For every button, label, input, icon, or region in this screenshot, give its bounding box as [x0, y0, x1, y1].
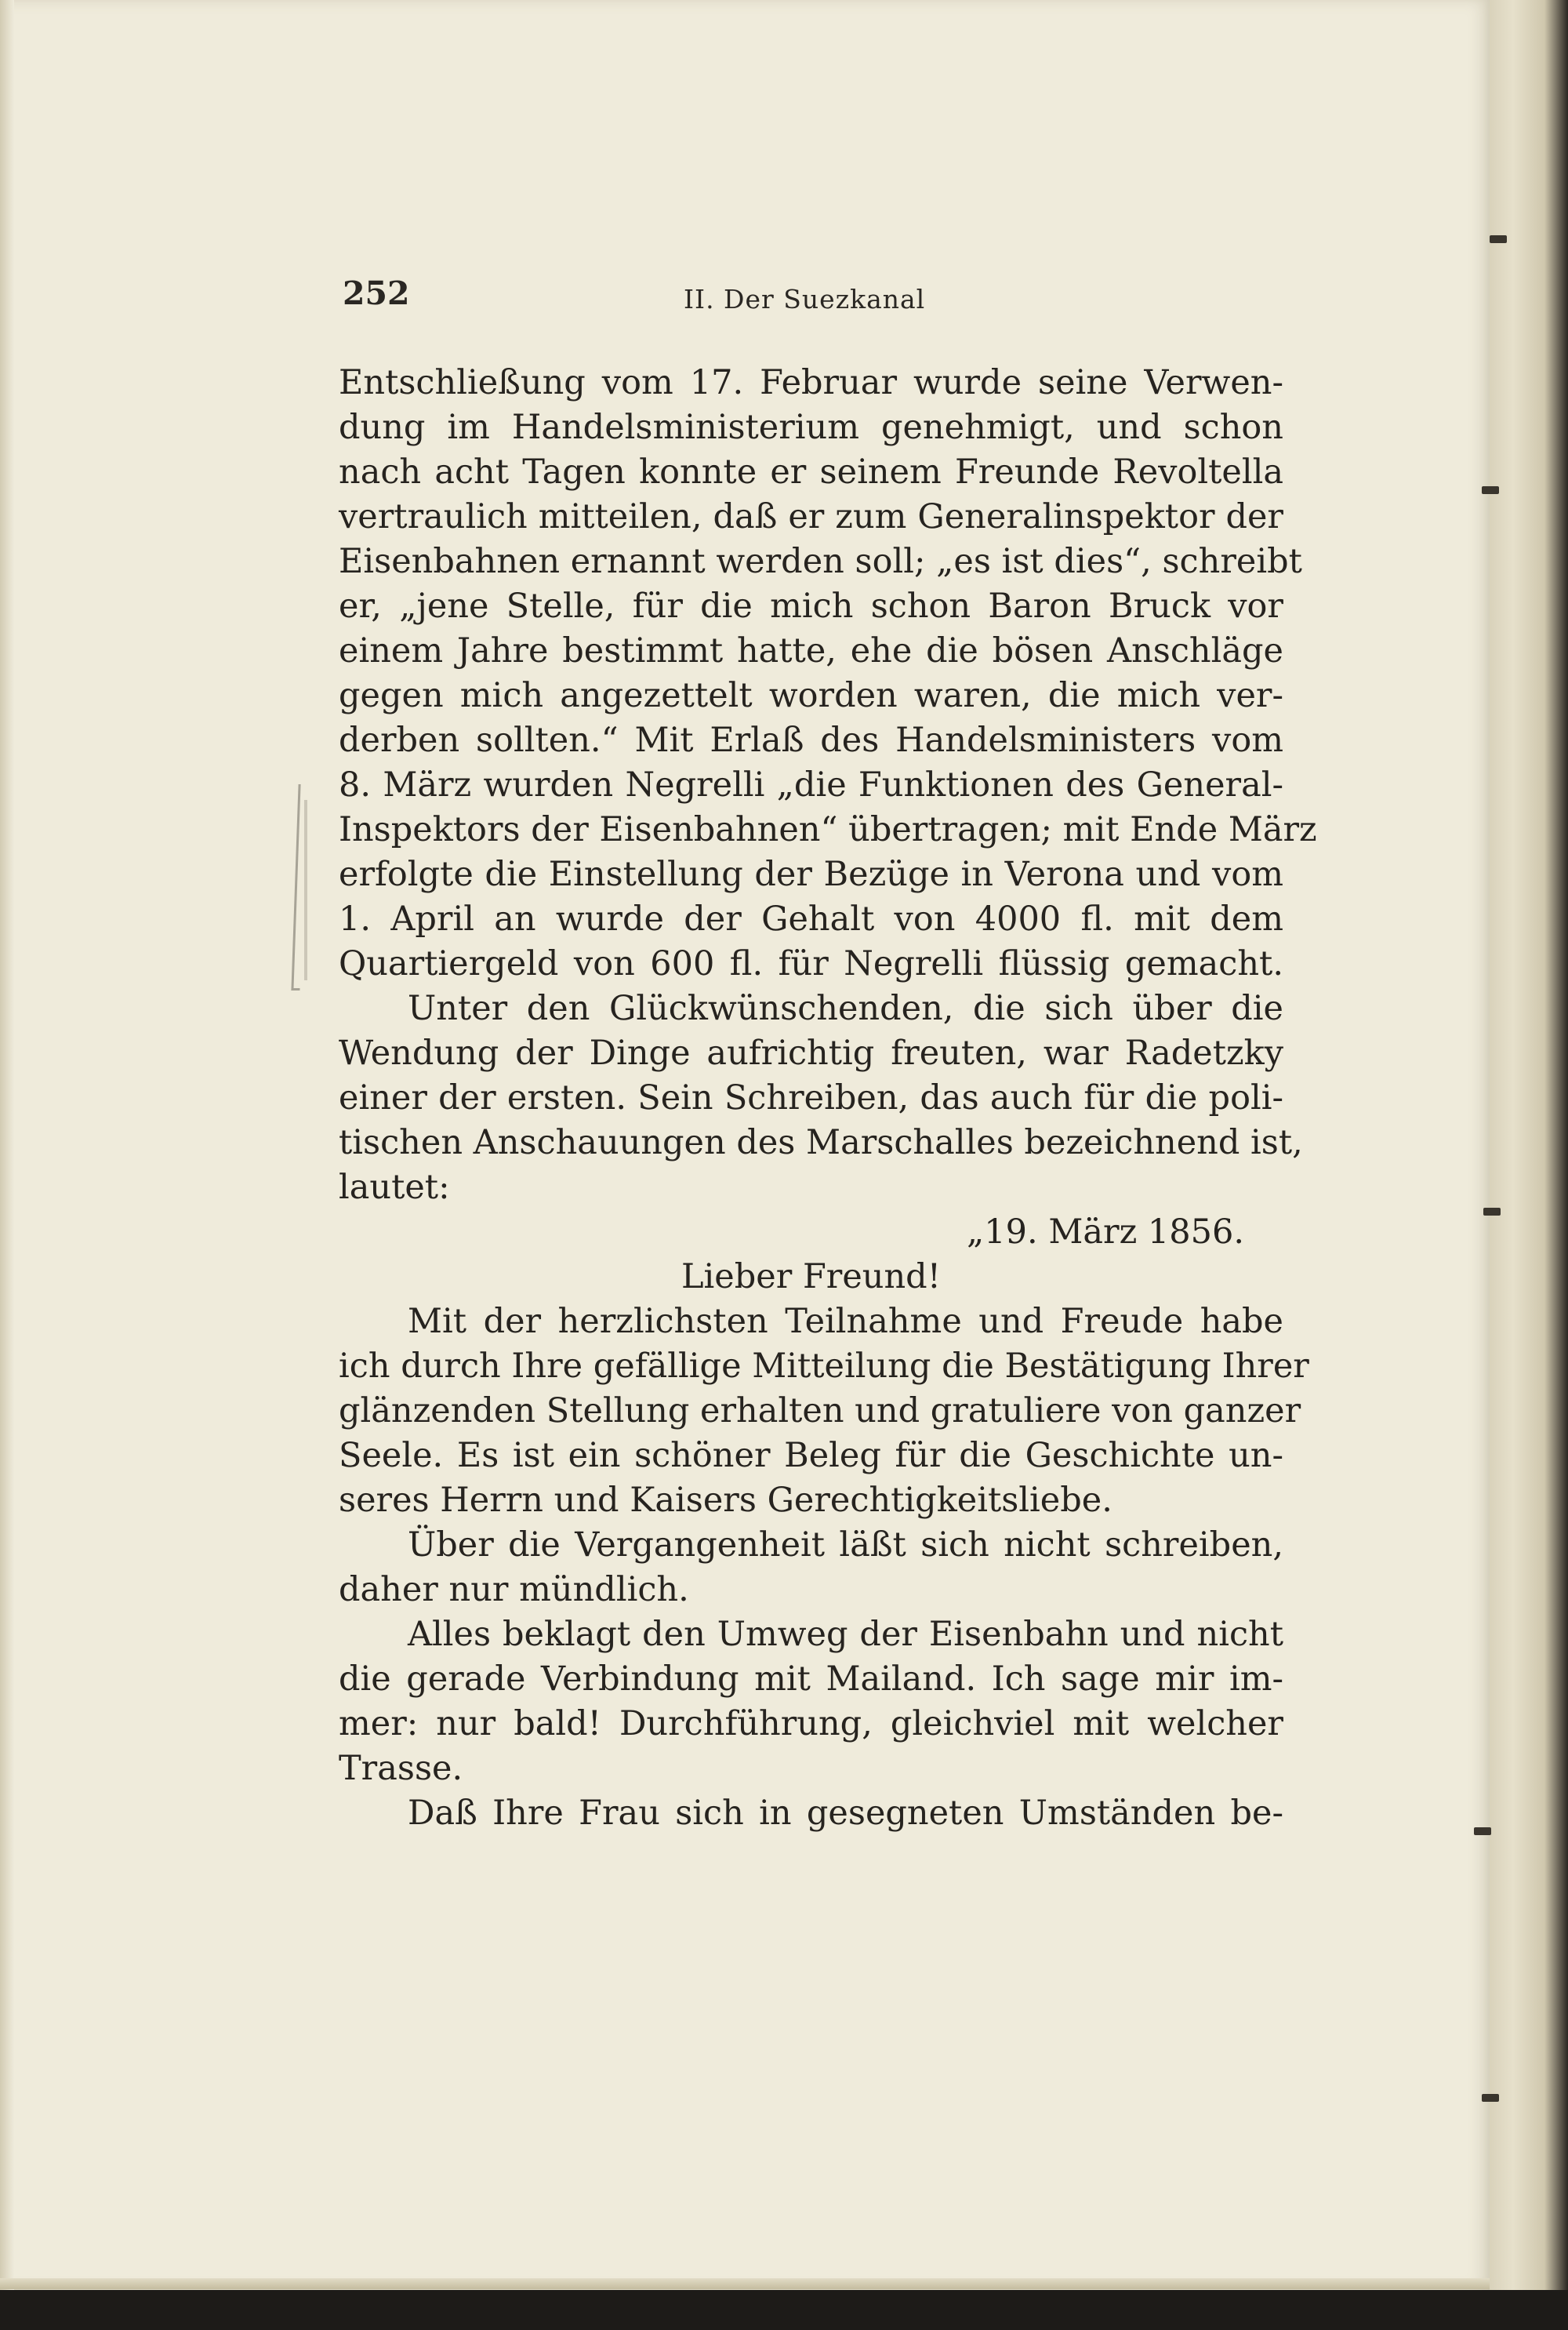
text-line: derben sollten.“ Mit Erlaß des Handelsministers vom: [339, 721, 1283, 760]
text-line: dung im Handelsministerium genehmigt, und schon: [339, 408, 1283, 447]
text-line: 8. März wurden Negrelli „die Funktionen des General-: [339, 765, 1283, 805]
page-bottom-edge: [0, 2278, 1490, 2289]
page-header: [343, 274, 1283, 322]
page-tab-marker: [1482, 2094, 1499, 2102]
text-line: er, „jene Stelle, für die mich schon Baron Bruck vor: [339, 587, 1283, 626]
pencil-margin-mark: [304, 800, 307, 980]
page-tab-marker: [1482, 486, 1499, 494]
letter-date: „19. März 1856.: [967, 1212, 1244, 1252]
text-line: die gerade Verbindung mit Mailand. Ich sage mir im-: [339, 1659, 1283, 1699]
text-line: seres Herrn und Kaisers Gerechtigkeitsliebe.: [339, 1481, 1112, 1520]
page-tab-marker: [1483, 1208, 1501, 1216]
text-line: Quartiergeld von 600 fl. für Negrelli flüssig gemacht.: [339, 944, 1283, 983]
text-line: Über die Vergangenheit läßt sich nicht schreiben,: [408, 1525, 1283, 1565]
text-line: ich durch Ihre gefällige Mitteilung die Bestätigung Ihrer: [339, 1347, 1309, 1386]
text-line: nach acht Tagen konnte er seinem Freunde Revoltella: [339, 453, 1283, 492]
text-line: Daß Ihre Frau sich in gesegneten Umständen be-: [408, 1794, 1283, 1833]
body-text: [339, 361, 1317, 1836]
text-line: einer der ersten. Sein Schreiben, das auch für die poli-: [339, 1078, 1283, 1118]
text-line: Unter den Glückwünschenden, die sich über die: [408, 989, 1283, 1028]
text-line: 1. April an wurde der Gehalt von 4000 fl. mit dem: [339, 900, 1283, 939]
text-line: vertraulich mitteilen, daß er zum Generalinspektor der: [339, 497, 1283, 536]
text-line: Trasse.: [339, 1749, 463, 1788]
text-line: lautet:: [339, 1168, 450, 1207]
page-stack-edge: [1490, 0, 1568, 2290]
text-line: Alles beklagt den Umweg der Eisenbahn und nicht: [408, 1615, 1283, 1654]
text-line: Inspektors der Eisenbahnen“ übertragen; mit Ende März: [339, 810, 1317, 849]
running-title: II. Der Suezkanal: [684, 284, 926, 314]
text-line: Entschließung vom 17. Februar wurde seine Verwen-: [339, 363, 1283, 402]
text-line: daher nur mündlich.: [339, 1570, 689, 1609]
page-tab-marker: [1474, 1827, 1491, 1835]
page-number: 252: [343, 274, 410, 312]
text-line: mer: nur bald! Durchführung, gleichviel mit welcher: [339, 1704, 1283, 1743]
text-line: erfolgte die Einstellung der Bezüge in Verona und vom: [339, 855, 1283, 894]
text-line: gegen mich angezettelt worden waren, die mich ver-: [339, 676, 1283, 715]
text-line: glänzenden Stellung erhalten und gratuliere von ganzer: [339, 1391, 1301, 1430]
text-line: Mit der herzlichsten Teilnahme und Freude habe: [408, 1302, 1283, 1341]
text-line: einem Jahre bestimmt hatte, ehe die bösen Anschläge: [339, 631, 1283, 671]
text-line: Seele. Es ist ein schöner Beleg für die Geschichte un-: [339, 1436, 1283, 1475]
text-line: Wendung der Dinge aufrichtig freuten, war Radetzky: [339, 1034, 1283, 1073]
text-line: Eisenbahnen ernannt werden soll; „es ist dies“, schreibt: [339, 542, 1302, 581]
letter-salutation: Lieber Freund!: [681, 1257, 941, 1296]
page-tab-marker: [1490, 235, 1507, 243]
text-line: tischen Anschauungen des Marschalles bezeichnend ist,: [339, 1123, 1303, 1162]
page-left-edge: [0, 0, 14, 2290]
